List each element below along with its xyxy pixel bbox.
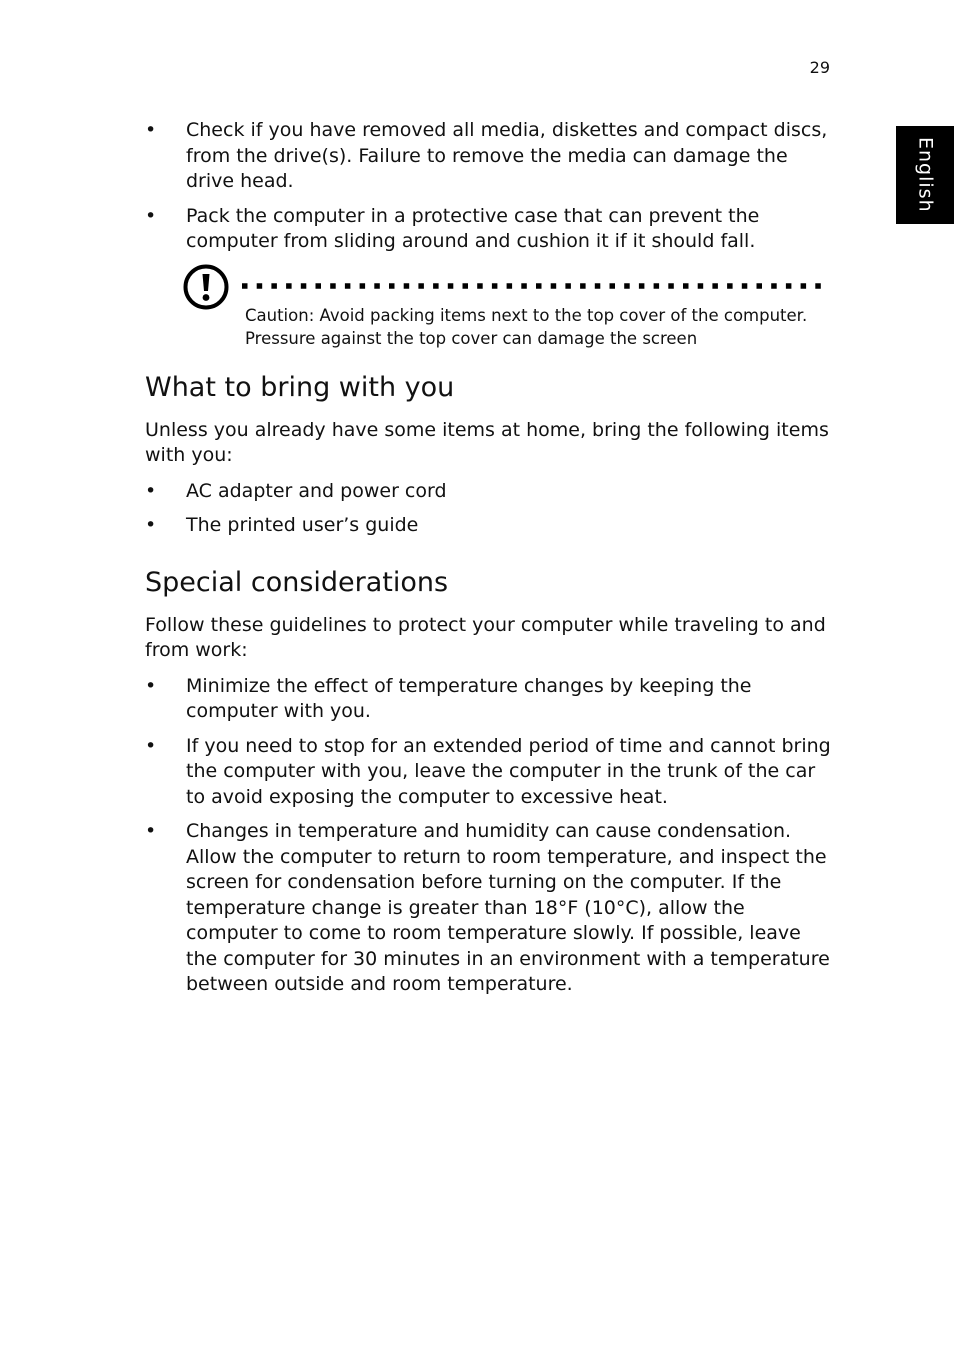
caution-divider (239, 283, 825, 289)
bullet: • (145, 820, 157, 842)
list-item (145, 204, 835, 255)
list-item-text: The printed user’s guide (186, 514, 419, 536)
caution-text (245, 304, 845, 351)
bullet: • (145, 734, 157, 757)
section-heading-special: Special considerations (145, 566, 449, 598)
bullet: • (145, 674, 157, 697)
bullet: • (145, 119, 157, 141)
list-item-text: Changes in temperature and humidity can cause condensation. Allow the computer to return to room temperature, and inspect the screen for condensation before turning on the computer. If the temperature change is greater than 18°F (10°C), allow the computer to come to room temperature slowly. If possible, leave the computer for 30 minutes in an environment with a temperature between outside and room temperature. (186, 820, 830, 995)
list-item (145, 479, 835, 505)
caution-body: Avoid packing items next to the top cover of the computer. Pressure against the top cover can damage the screen (245, 305, 808, 348)
list-item (145, 819, 835, 998)
bullet: • (145, 204, 157, 227)
page-content (145, 118, 835, 1007)
language-tab-label: English (914, 137, 937, 213)
caution-label: Caution: (245, 305, 315, 325)
list-item-text: Pack the computer in a protective case that can prevent the computer from sliding around and cushion it if it should fall. (186, 204, 760, 252)
special-list (145, 674, 835, 998)
bullet: • (145, 514, 157, 536)
list-item-text: AC adapter and power cord (186, 479, 447, 502)
section-intro-bring: Unless you already have some items at home, bring the following items with you: (145, 418, 829, 466)
page-number: 29 (809, 58, 830, 77)
list-item (145, 118, 835, 195)
bullet: • (145, 479, 157, 502)
list-item (145, 674, 835, 725)
exclamation-icon (183, 264, 229, 310)
language-tab (896, 126, 954, 224)
section-heading-bring: What to bring with you (145, 371, 455, 403)
list-item-text: Minimize the effect of temperature changes by keeping the computer with you. (186, 674, 752, 722)
list-item (145, 513, 835, 539)
section-intro-special: Follow these guidelines to protect your computer while traveling to and from work: (145, 613, 826, 661)
packing-list (145, 118, 835, 255)
list-item-text: Check if you have removed all media, diskettes and compact discs, from the drive(s). Failure to remove the media can damage the drive head. (186, 119, 828, 192)
list-item-text: If you need to stop for an extended period of time and cannot bring the computer with you, leave the computer in the trunk of the car to avoid exposing the computer to excessive heat. (186, 734, 831, 808)
list-item (145, 734, 835, 811)
caution-note (183, 264, 835, 356)
bring-list (145, 479, 835, 539)
